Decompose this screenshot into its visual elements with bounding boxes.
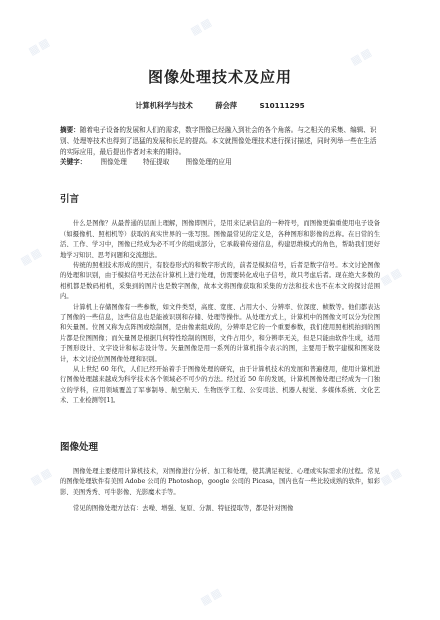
- keyword: 图像处理的应用: [185, 158, 232, 167]
- intro-paragraph: 计算机上存储图像有一些参数，如文件类型，高度、宽度、占用大小、分辨率、位深度、帧数等。他们都表达了图像的一些信息，这些信息也是能被识别和存储、处理等操作。从处理方式上，计算机中的图像文可以分为位图和矢量图。位图又称为点阵图或绘制图，是由像素组成的，分辨率是它的一个重要参数，我们使用照相机拍到的图片都是位图图像；而矢量图是根据几何特性绘制的图形，文件占用少，和分辨率无关，但是只能由软件生成，适用于图形设计、文字设计和标志设计等。矢量图像是用一系列的计算机指令表示的图，主要用于数字建模和图案设计，本文讨论位图图像处理和识别。: [60, 303, 380, 363]
- author-name: 薛会萍: [215, 101, 237, 110]
- body-paragraph: 图像处理主要使用计算机技术，对图像进行分析、加工和处理，使其满足视觉、心理或实际需求的过程。常见的图像处理软件有美国 Adobe 公司的 Photoshop，google 公司的 Picasa，国内也有一些比较成熟的软件，如彩影、美图秀秀、可牛影像、光影魔术手等。: [60, 467, 380, 496]
- abstract-text: 随着电子设备的发展和人们的需求，数字图像已经融入到社会的各个角落。与之相关的采集、编辑、识别、处理等技术也得到了迅猛的发展和长足的提高。本文就图像处理技术进行探讨描述，同时列举一些在生活的实际应用，最后提出作者对未来的期待。: [60, 126, 377, 156]
- intro-paragraph: 什么是图像？从最普通的层面上理解，图像即图片，是用来记录信息的一种符号，而图像更偏重使用电子设备（如摄像机、照相机等）获取的真实世界的一张写照。图像最常见的定义是，各种图形和影像的总称。在日常的生活、工作、学习中，图像已经成为必不可少的组成部分，它承载着传递信息，构建思维模式的角色，帮助我们更好地学习知识、思考问题和交流想法。: [60, 220, 380, 259]
- abstract-label: 摘要：: [60, 126, 80, 134]
- keywords: [60, 157, 380, 167]
- intro-paragraph: 从上世纪 60 年代，人们已经开始着手于图像处理的研究，由于计算机技术的发展和普遍使用，使用计算机进行图像处理越来越成为科学技术各个领域必不可少的方法。经过近 50 年的发展，计算机图像处理已经成为一门独立的学科，应用领域覆盖了军事制导、航空航天、生物医学工程、公安司法、机器人视觉、多媒体系统、文化艺术、工业检测等[1]。: [60, 366, 380, 405]
- intro-paragraph: 传统的照相技术形成的照片，有胶卷形式的和数字形式的，前者是模拟信号，后者是数字信号。本文讨论图像的处理和识别，由于模拟信号无法在计算机上进行处理，仿需要转化成电子信号，故只考虑后者。现在绝大多数的相机都是数码相机，采集到的图片也是数字图像，故本文将图像获取和采集的方法和技术也不在本文的探讨范围内。: [60, 262, 380, 301]
- body-paragraph: 常见的图像处理方法有：去噪、增强、复原、分割、特征提取等，都是针对图像: [73, 504, 294, 512]
- keywords-label: 关键字：: [60, 158, 87, 167]
- keyword: 特征提取: [142, 158, 170, 167]
- student-id: S10111295: [259, 101, 305, 110]
- section-heading-intro: 引言: [60, 194, 80, 206]
- author-line: [60, 101, 380, 111]
- paper-page: [60, 58, 380, 514]
- paper-title: 图像处理技术及应用: [147, 68, 292, 86]
- keyword: 图像处理: [100, 158, 127, 167]
- department: 计算机科学与技术: [135, 101, 193, 110]
- abstract: [60, 125, 380, 157]
- section-heading-image-processing: 图像处理: [60, 441, 99, 453]
